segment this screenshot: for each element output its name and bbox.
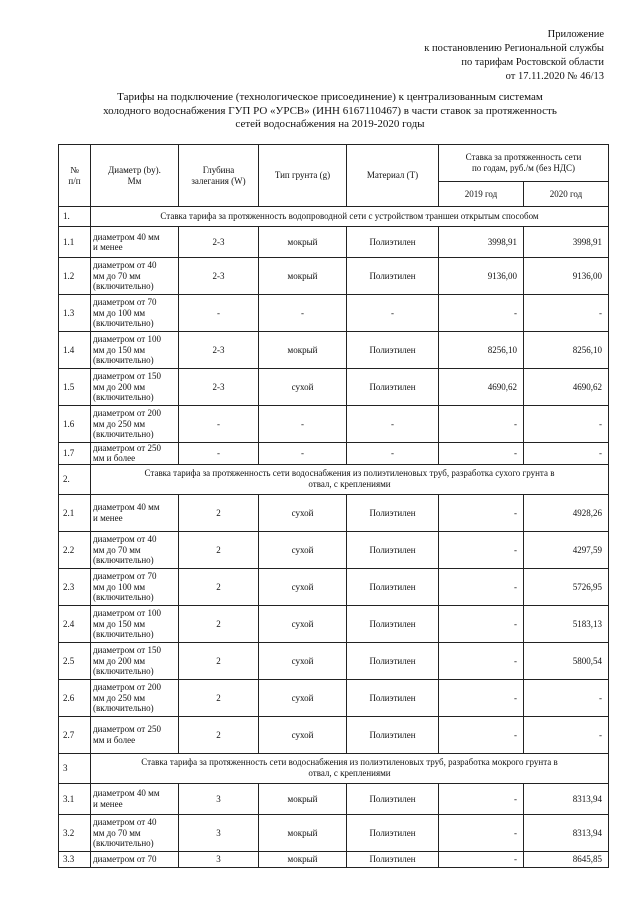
row-diameter: диаметром от 70 мм до 100 мм (включительно) (91, 568, 179, 605)
row-material: Полиэтилен (347, 605, 439, 642)
row-rate-2019: - (439, 783, 524, 814)
row-material: Полиэтилен (347, 369, 439, 406)
table-row (59, 494, 609, 531)
row-diameter: диаметром 40 мм и менее (91, 494, 179, 531)
row-rate-2020: 5800,54 (524, 642, 609, 679)
row-rate-2020: 8313,94 (524, 783, 609, 814)
row-material: Полиэтилен (347, 531, 439, 568)
row-rate-2019: - (439, 679, 524, 716)
row-rate-2019: 9136,00 (439, 258, 524, 295)
row-material: Полиэтилен (347, 332, 439, 369)
row-soil-type: - (259, 295, 347, 332)
title-line: сетей водоснабжения на 2019-2020 годы (235, 118, 425, 130)
row-rate-2020: 5183,13 (524, 605, 609, 642)
row-diameter: диаметром от 150 мм до 200 мм (включительно) (91, 369, 179, 406)
row-number: 2.4 (59, 605, 91, 642)
row-depth: 3 (179, 851, 259, 867)
row-material: Полиэтилен (347, 568, 439, 605)
row-diameter: диаметром от 100 мм до 150 мм (включительно) (91, 332, 179, 369)
row-number: 2.3 (59, 568, 91, 605)
row-rate-2020: 9136,00 (524, 258, 609, 295)
table-row (59, 332, 609, 369)
row-number: 1.6 (59, 406, 91, 443)
row-depth: 2 (179, 716, 259, 753)
row-rate-2020: - (524, 406, 609, 443)
header-soil: Тип грунта (g) (259, 145, 347, 207)
appendix-line: Приложение (547, 29, 604, 40)
row-number: 1.7 (59, 443, 91, 465)
section-number: 1. (59, 207, 91, 227)
row-rate-2019: - (439, 814, 524, 851)
row-depth: 2-3 (179, 369, 259, 406)
document-title (60, 91, 600, 132)
row-material: Полиэтилен (347, 814, 439, 851)
row-rate-2019: 8256,10 (439, 332, 524, 369)
appendix-header (424, 28, 604, 84)
tariff-table (58, 144, 609, 868)
table-row (59, 814, 609, 851)
row-number: 3.3 (59, 851, 91, 867)
row-rate-2019: - (439, 605, 524, 642)
row-soil-type: мокрый (259, 227, 347, 258)
row-depth: 2-3 (179, 332, 259, 369)
table-row (59, 605, 609, 642)
row-rate-2019: - (439, 531, 524, 568)
row-rate-2020: - (524, 295, 609, 332)
row-rate-2019: - (439, 851, 524, 867)
table-row (59, 642, 609, 679)
row-material: Полиэтилен (347, 494, 439, 531)
row-soil-type: мокрый (259, 783, 347, 814)
row-material: Полиэтилен (347, 258, 439, 295)
row-number: 2.5 (59, 642, 91, 679)
title-line: Тарифы на подключение (технологическое присоединение) к централизованным системам (117, 91, 543, 103)
table-row (59, 406, 609, 443)
table-row (59, 369, 609, 406)
row-diameter: диаметром 40 мм и менее (91, 227, 179, 258)
table-row (59, 851, 609, 867)
row-number: 2.2 (59, 531, 91, 568)
row-depth: 2 (179, 494, 259, 531)
row-material: Полиэтилен (347, 783, 439, 814)
row-diameter: диаметром от 40 мм до 70 мм (включительно) (91, 258, 179, 295)
row-diameter: диаметром от 40 мм до 70 мм (включительно) (91, 531, 179, 568)
row-rate-2020: 8256,10 (524, 332, 609, 369)
table-body (59, 207, 609, 868)
section-row (59, 207, 609, 227)
row-diameter: диаметром от 250 мм и более (91, 443, 179, 465)
row-soil-type: - (259, 443, 347, 465)
row-rate-2019: - (439, 716, 524, 753)
header-material: Материал (Т) (347, 145, 439, 207)
row-number: 1.2 (59, 258, 91, 295)
row-material: - (347, 443, 439, 465)
row-soil-type: сухой (259, 369, 347, 406)
row-depth: 3 (179, 814, 259, 851)
row-soil-type: мокрый (259, 851, 347, 867)
header-diameter: Диаметр (bу). Мм (91, 145, 179, 207)
row-depth: 2 (179, 568, 259, 605)
section-title: Ставка тарифа за протяженность водопроводной сети с устройством траншеи открытым способом (91, 207, 609, 227)
row-diameter: диаметром 40 мм и менее (91, 783, 179, 814)
row-rate-2020: 4928,26 (524, 494, 609, 531)
row-diameter: диаметром от 250 мм и более (91, 716, 179, 753)
row-soil-type: мокрый (259, 814, 347, 851)
row-depth: 2-3 (179, 227, 259, 258)
row-diameter: диаметром от 200 мм до 250 мм (включительно) (91, 679, 179, 716)
row-rate-2020: - (524, 679, 609, 716)
section-number: 2. (59, 464, 91, 494)
row-number: 1.5 (59, 369, 91, 406)
section-title: Ставка тарифа за протяженность сети водоснабжения из полиэтиленовых труб, разработка сухого грунта в отвал, с креплениями (91, 464, 609, 494)
row-depth: 2 (179, 642, 259, 679)
table-row (59, 679, 609, 716)
row-depth: - (179, 295, 259, 332)
table-row (59, 716, 609, 753)
row-depth: 2-3 (179, 258, 259, 295)
row-rate-2020: - (524, 443, 609, 465)
row-rate-2019: - (439, 494, 524, 531)
row-soil-type: сухой (259, 642, 347, 679)
header-year-2019: 2019 год (439, 182, 524, 207)
table-row (59, 783, 609, 814)
table-row (59, 227, 609, 258)
row-rate-2019: 4690,62 (439, 369, 524, 406)
table-row (59, 258, 609, 295)
row-diameter: диаметром от 150 мм до 200 мм (включительно) (91, 642, 179, 679)
header-year-2020: 2020 год (524, 182, 609, 207)
section-number: 3 (59, 753, 91, 783)
row-number: 1.4 (59, 332, 91, 369)
row-number: 1.1 (59, 227, 91, 258)
row-material: Полиэтилен (347, 851, 439, 867)
row-material: - (347, 406, 439, 443)
row-soil-type: сухой (259, 531, 347, 568)
header-num: № п/п (59, 145, 91, 207)
row-rate-2019: - (439, 568, 524, 605)
row-rate-2019: - (439, 642, 524, 679)
row-soil-type: мокрый (259, 332, 347, 369)
header-depth: Глубина залегания (W) (179, 145, 259, 207)
row-soil-type: сухой (259, 716, 347, 753)
row-soil-type: сухой (259, 494, 347, 531)
row-number: 2.6 (59, 679, 91, 716)
row-rate-2019: - (439, 443, 524, 465)
row-diameter: диаметром от 70 мм до 100 мм (включительно) (91, 295, 179, 332)
table-row (59, 531, 609, 568)
section-title: Ставка тарифа за протяженность сети водоснабжения из полиэтиленовых труб, разработка мокрого грунта в отвал, с креплениями (91, 753, 609, 783)
row-number: 3.2 (59, 814, 91, 851)
row-rate-2020: 4297,59 (524, 531, 609, 568)
table-row (59, 295, 609, 332)
row-rate-2020: - (524, 716, 609, 753)
row-diameter: диаметром от 40 мм до 70 мм (включительно) (91, 814, 179, 851)
row-number: 3.1 (59, 783, 91, 814)
appendix-line: от 17.11.2020 № 46/13 (505, 71, 604, 82)
section-row (59, 464, 609, 494)
row-rate-2020: 8313,94 (524, 814, 609, 851)
row-depth: 2 (179, 679, 259, 716)
section-row (59, 753, 609, 783)
row-depth: - (179, 406, 259, 443)
row-rate-2019: - (439, 406, 524, 443)
row-material: Полиэтилен (347, 679, 439, 716)
header-rate: Ставка за протяженность сети по годам, руб./м (без НДС) (439, 145, 609, 182)
row-number: 1.3 (59, 295, 91, 332)
row-diameter: диаметром от 100 мм до 150 мм (включительно) (91, 605, 179, 642)
appendix-line: к постановлению Региональной службы (424, 43, 604, 54)
row-soil-type: - (259, 406, 347, 443)
row-rate-2020: 4690,62 (524, 369, 609, 406)
row-rate-2020: 3998,91 (524, 227, 609, 258)
row-soil-type: сухой (259, 568, 347, 605)
row-rate-2019: 3998,91 (439, 227, 524, 258)
row-soil-type: сухой (259, 605, 347, 642)
row-depth: 3 (179, 783, 259, 814)
row-material: Полиэтилен (347, 716, 439, 753)
row-depth: - (179, 443, 259, 465)
row-soil-type: сухой (259, 679, 347, 716)
appendix-line: по тарифам Ростовской области (461, 57, 604, 68)
row-number: 2.1 (59, 494, 91, 531)
row-material: Полиэтилен (347, 642, 439, 679)
row-diameter: диаметром от 70 (91, 851, 179, 867)
row-depth: 2 (179, 605, 259, 642)
row-soil-type: мокрый (259, 258, 347, 295)
row-depth: 2 (179, 531, 259, 568)
row-material: - (347, 295, 439, 332)
row-number: 2.7 (59, 716, 91, 753)
title-line: холодного водоснабжения ГУП РО «УРСВ» (ИНН 6167110467) в части ставок за протяженность (103, 104, 557, 117)
row-rate-2020: 8645,85 (524, 851, 609, 867)
table-row (59, 568, 609, 605)
row-rate-2020: 5726,95 (524, 568, 609, 605)
row-material: Полиэтилен (347, 227, 439, 258)
table-header (59, 145, 609, 207)
table-row (59, 443, 609, 465)
row-diameter: диаметром от 200 мм до 250 мм (включительно) (91, 406, 179, 443)
row-rate-2019: - (439, 295, 524, 332)
